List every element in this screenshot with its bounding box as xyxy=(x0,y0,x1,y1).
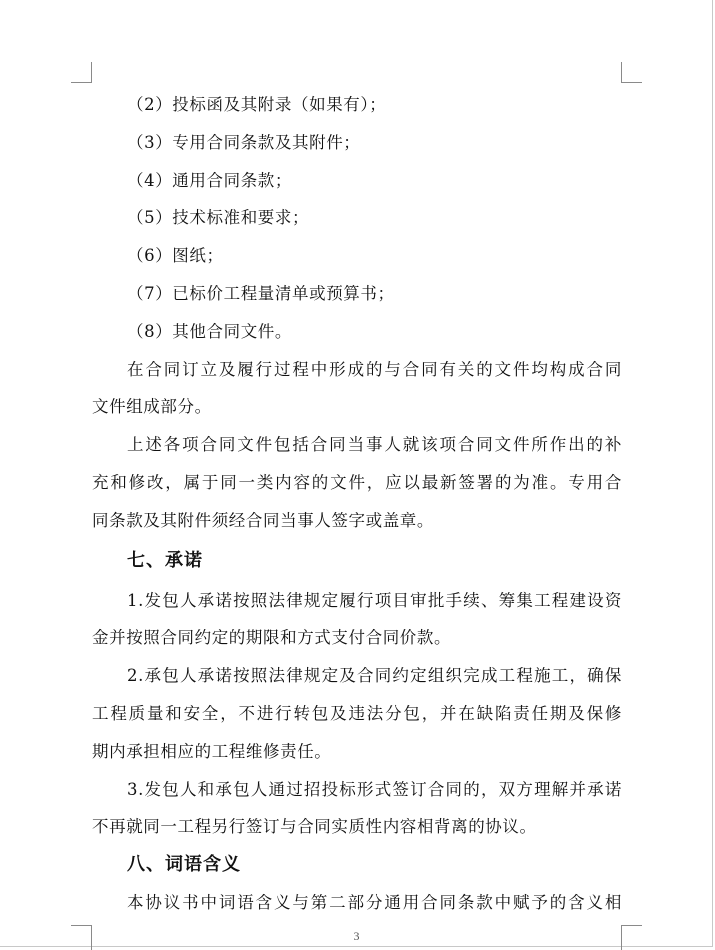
paragraph-supplement-line: 上述各项合同文件包括合同当事人就该项合同文件所作出的补 xyxy=(127,435,622,455)
list-item: （7）已标价工程量清单或预算书； xyxy=(127,283,395,303)
list-item: （4）通用合同条款； xyxy=(127,170,292,190)
commitment-item-line: 金并按照合同约定的期限和方式支付合同价款。 xyxy=(92,628,452,648)
paragraph-supplement-line: 充和修改，属于同一类内容的文件，应以最新签署的为准。专用合 xyxy=(92,472,622,492)
list-item: （3）专用合同条款及其附件； xyxy=(127,132,361,152)
list-item: （5）技术标准和要求； xyxy=(127,208,310,228)
section-heading-definitions: 八、词语含义 xyxy=(127,854,241,876)
commitment-item-line: 工程质量和安全，不进行转包及违法分包，并在缺陷责任期及保修 xyxy=(92,703,622,723)
commitment-item-line: 期内承担相应的工程维修责任。 xyxy=(92,741,332,761)
commitment-item-line: 不再就同一工程另行签订与合同实质性内容相背离的协议。 xyxy=(92,817,537,837)
commitment-item-line: 2.承包人承诺按照法律规定及合同约定组织完成工程施工，确保 xyxy=(127,666,622,686)
list-item: （8）其他合同文件。 xyxy=(127,321,292,341)
paragraph-formation-line: 文件组成部分。 xyxy=(92,397,212,417)
commitment-item-line: 1.发包人承诺按照法律规定履行项目审批手续、筹集工程建设资 xyxy=(127,590,622,610)
section-heading-commitment: 七、承诺 xyxy=(127,549,203,571)
document-body xyxy=(92,86,622,922)
page-number: 3 xyxy=(353,929,360,943)
crop-mark-top-left xyxy=(71,62,92,83)
list-item: （2）投标函及其附录（如果有）； xyxy=(127,95,387,114)
list-item: （6）图纸； xyxy=(127,246,224,266)
crop-mark-top-right xyxy=(621,62,642,83)
paragraph-formation-line: 在合同订立及履行过程中形成的与合同有关的文件均构成合同 xyxy=(127,359,622,379)
paragraph-supplement-line: 同条款及其附件须经合同当事人签字或盖章。 xyxy=(92,510,434,530)
commitment-item-line: 3.发包人和承包人通过招投标形式签订合同的，双方理解并承诺 xyxy=(127,779,622,799)
definitions-paragraph-line: 本协议书中词语含义与第二部分通用合同条款中赋予的含义相 xyxy=(127,893,622,913)
